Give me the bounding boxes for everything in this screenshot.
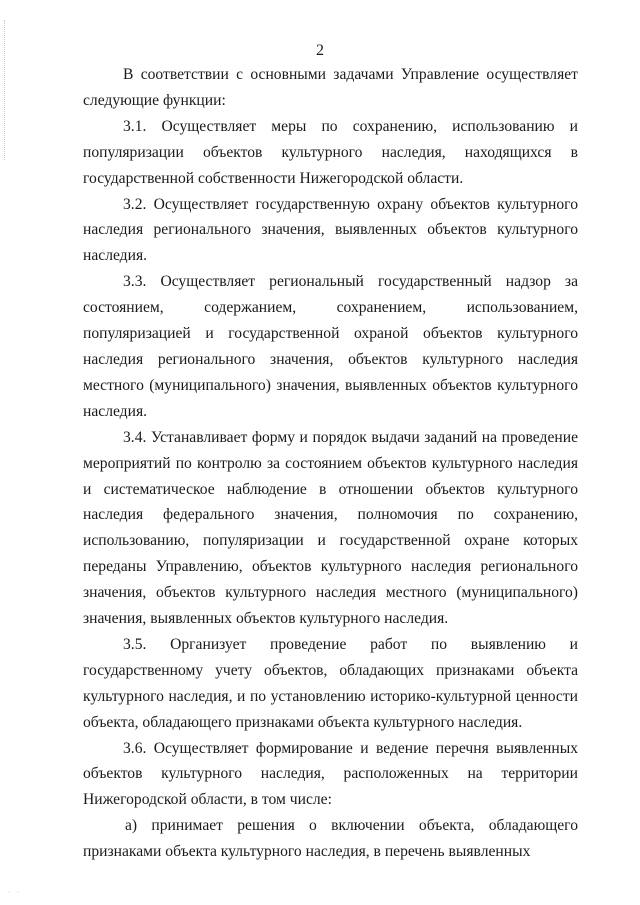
paragraph-3-1: 3.1. Осуществляет меры по сохранению, использованию и популяризации объектов культурного наследия, находящихся в государственной собственности Нижегородской области. xyxy=(83,117,578,187)
paragraph-3-4: 3.4. Устанавливает форму и порядок выдачи заданий на проведение мероприятий по контролю за состоянием объектов культурного наследия и систематическое наблюдение в отношении объектов культурного наследия федерального значения, полномочия по сохранению, использованию, популяризации и государственной охране которых переданы Управлению, объектов культурного наследия регионального значения, объектов культурного наследия местного (муниципального) значения, выявленных объектов культурного наследия. xyxy=(83,428,578,628)
document-body xyxy=(83,62,578,865)
scan-artifact: · · xyxy=(8,888,22,897)
paragraph-3-5: 3.5. Организует проведение работ по выявлению и государственному учету объектов, обладающих признаками объекта культурного наследия, и по установлению историко-культурной ценности объекта, обладающего признаками объекта культурного наследия. xyxy=(83,635,578,731)
paragraph-3-2: 3.2. Осуществляет государственную охрану объектов культурного наследия регионального значения, выявленных объектов культурного наследия. xyxy=(83,195,578,265)
page-number: 2 xyxy=(316,42,324,59)
paragraph-3-3: 3.3. Осуществляет региональный государственный надзор за состоянием, содержанием, сохранением, использованием, популяризацией и государственной охраной объектов культурного наследия регионального значения, объектов культурного наследия местного (муниципального) значения, выявленных объектов культурного наследия. xyxy=(83,273,578,420)
paragraph-intro: В соответствии с основными задачами Управление осуществляет следующие функции: xyxy=(83,66,578,109)
scan-margin-line xyxy=(4,20,6,160)
paragraph-3-6: 3.6. Осуществляет формирование и ведение перечня выявленных объектов культурного наследия, расположенных на территории Нижегородской области, в том числе: xyxy=(83,739,578,809)
paragraph-3-6-a: а) принимает решения о включении объекта, обладающего признаками объекта культурного наследия, в перечень выявленных xyxy=(83,817,578,861)
